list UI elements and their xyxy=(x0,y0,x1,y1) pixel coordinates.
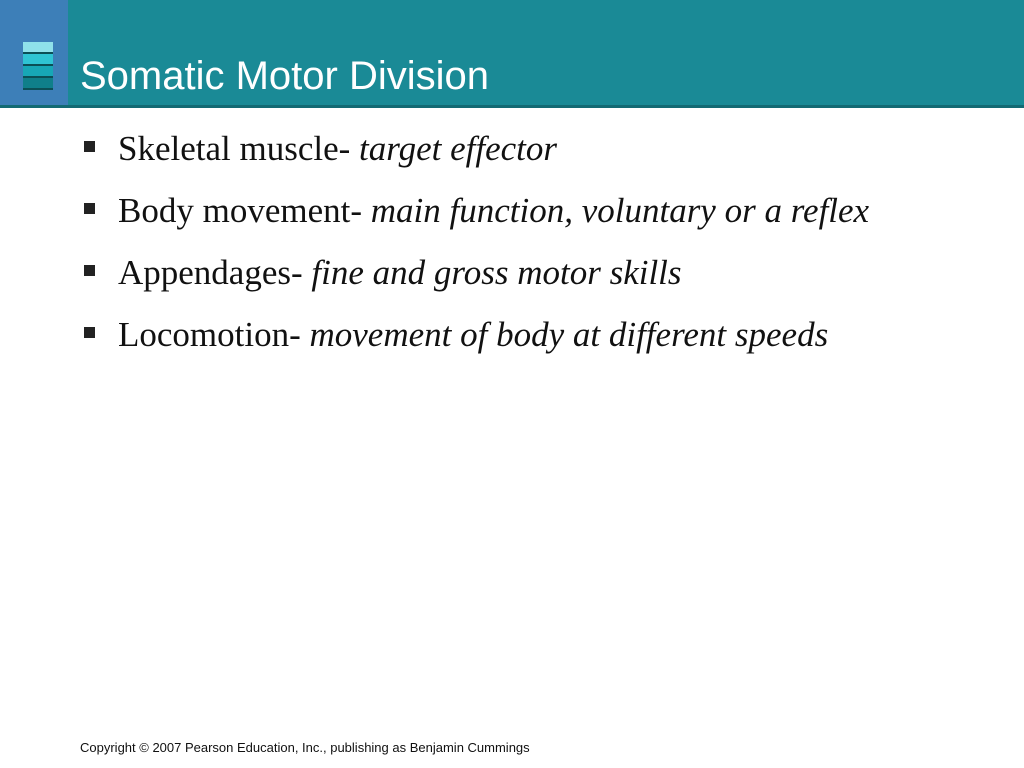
bullet-description: movement of body at different speeds xyxy=(309,315,829,354)
square-bullet-icon xyxy=(84,265,95,276)
square-bullet-icon xyxy=(84,327,95,338)
stacked-bar-4 xyxy=(23,78,53,88)
bullet-term: Body movement- xyxy=(118,191,371,230)
stacked-bars-icon xyxy=(23,42,53,92)
square-bullet-icon xyxy=(84,203,95,214)
bullet-description: fine and gross motor skills xyxy=(311,253,682,292)
bullet-term: Appendages- xyxy=(118,253,312,292)
corner-accent-block xyxy=(0,0,68,105)
stacked-bar-3 xyxy=(23,66,53,76)
bullet-text xyxy=(118,250,682,296)
bullet-term: Skeletal muscle- xyxy=(118,129,360,168)
bullet-text xyxy=(118,126,557,172)
bullet-text xyxy=(118,188,869,234)
title-bar-divider xyxy=(0,105,1024,108)
bullet-description: main function, voluntary or a reflex xyxy=(370,191,870,230)
bullet-description: target effector xyxy=(359,129,557,168)
copyright-footer: Copyright © 2007 Pearson Education, Inc., publishing as Benjamin Cummings xyxy=(80,740,530,755)
bullet-term: Locomotion- xyxy=(118,315,310,354)
slide-title: Somatic Motor Division xyxy=(80,54,490,98)
stacked-bar-2 xyxy=(23,54,53,64)
bullet-text xyxy=(118,312,828,358)
square-bullet-icon xyxy=(84,141,95,152)
stacked-bar-1 xyxy=(23,42,53,52)
